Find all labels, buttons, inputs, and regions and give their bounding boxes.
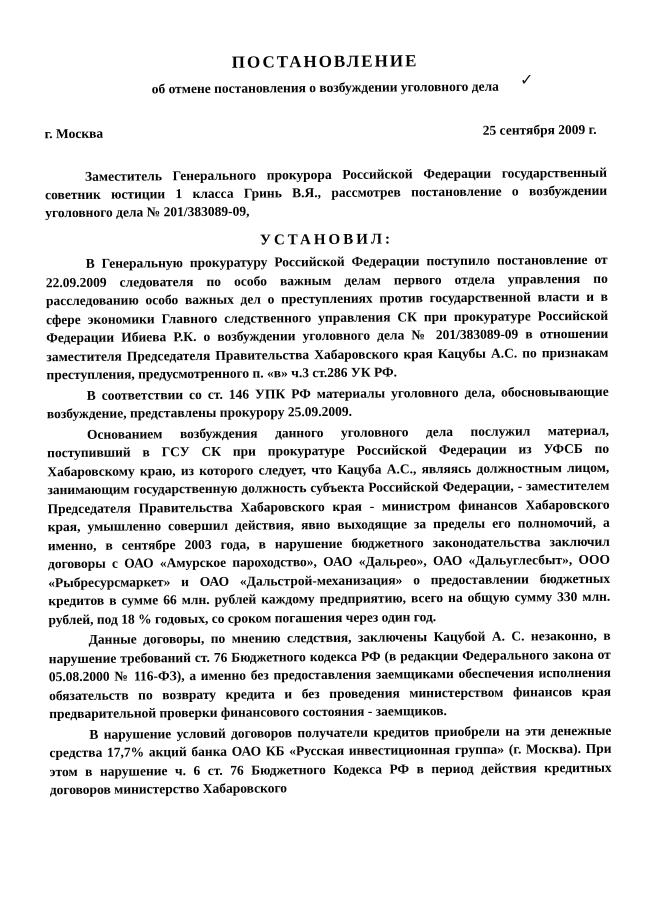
document-subtitle: об отмене постановления о возбуждении уголовного дела [151,78,499,97]
handwritten-checkmark-icon: ✓ [520,70,534,89]
paragraph-3: Основанием возбуждения данного уголовного дела послужил материал, поступивший в ГСУ СК при прокуратуре Российской Федерации из УФСБ по Хабаровскому краю, из которого следует, что Кацуба А.С., являясь должностным лицом, занимающим государственную должность субъекта Российской Федерации, - заместителем Председателя Правительства Хабаровского края - министром финансов Хабаровского края, умышленно совершил действия, явно выходящие за пределы его полномочий, а именно, в сентябре 2003 года, в нарушение бюджетного законодательства заключил договоры с ОАО «Амурское пароходство», ОАО «Дальрео», ОАО «Дальуглесбыт», ООО «Рыбресурсмаркет» и ОАО «Дальстрой-механизация» о предоставлении бюджетных кредитов в сумме 66 млн. рублей каждому предприятию, всего на общую сумму 330 млн. рублей, под 18 % годовых, со сроком погашения через один год. [47,422,611,627]
paragraph-4: Данные договоры, по мнению следствия, заключены Кацубой А. С. незаконно, в нарушение требований ст. 76 Бюджетного кодекса РФ (в редакции Федерального закона от 05.08.2000 № 116-ФЗ), а именно без предоставления заемщиками обеспечения исполнения обязательств по возврату кредита и без проведения министерством финансов края предварительной проверки финансового состояния - заемщиков. [48,627,612,722]
paragraph-5: В нарушение условий договоров получатели кредитов приобрели на эти денежные средства 17,7% акций банка ОАО КБ «Русская инвестиционная группа» (г. Москва). При этом в нарушение ч. 6 ст. 76 Бюджетного Кодекса РФ в период действия кредитных договоров министерство Хабаровского [49,722,612,798]
document-body [44,50,612,800]
paragraph-1: В Генеральную прокуратуру Российской Федерации поступило постановление от 22.09.2009 следователя по особо важным делам первого отдела управления по расследованию особо важных дел о преступлениях против государственной власти и в сфере экономики Главного следственного управления СК при прокуратуре Российской Федерации Ибиева Р.К. о возбуждении уголовного дела № 201/383089-09 в отношении заместителя Председателя Правительства Хабаровского края Кацубы А.С. по признакам преступления, предусмотренного п. «в» ч.3 ст.286 УК РФ. [45,251,609,383]
section-heading: УСТАНОВИЛ: [259,231,394,249]
document-title: ПОСТАНОВЛЕНИЕ [231,51,419,72]
document-date: 25 сентября 2009 г. [482,121,597,138]
place-date-row [45,122,597,142]
intro-paragraph: Заместитель Генерального прокурора Российской Федерации государственный советник юстиции 1 класса Гринь В.Я., рассмотрев постановление о возбуждении уголовного дела № 201/383089-09, [45,164,608,221]
city: г. Москва [44,125,104,142]
paragraph-2: В соответствии со ст. 146 УПК РФ материалы уголовного дела, обосновывающие возбуждение, представлены прокурору 25.09.2009. [46,383,609,422]
